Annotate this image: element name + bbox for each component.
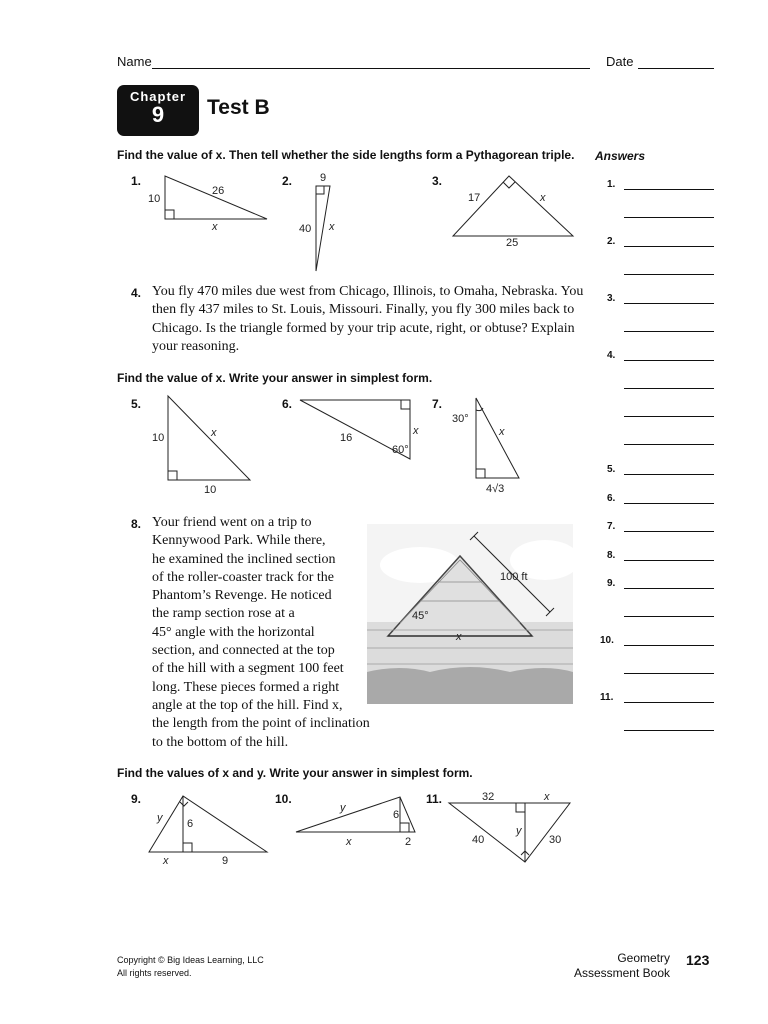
q10-label-x: x bbox=[346, 836, 352, 848]
q8-line: angle at the top of the hill. Find x, bbox=[152, 697, 343, 713]
answer-line[interactable] bbox=[624, 388, 714, 389]
answer-number: 6. bbox=[607, 493, 616, 504]
answer-line[interactable] bbox=[624, 474, 714, 475]
rights-text: All rights reserved. bbox=[117, 968, 192, 978]
answer-line[interactable] bbox=[624, 588, 714, 589]
q1-label-26: 26 bbox=[212, 185, 225, 197]
q1-number: 1. bbox=[131, 174, 142, 188]
q4-line: then fly 437 miles to St. Louis, Missouri. Finally, you fly 300 miles back to bbox=[152, 302, 575, 318]
q5-label-10b: 10 bbox=[204, 484, 217, 496]
answer-line[interactable] bbox=[624, 616, 714, 617]
q7-label-base: 4√3 bbox=[486, 483, 505, 495]
answer-number: 4. bbox=[607, 350, 616, 361]
answer-number: 1. bbox=[607, 179, 616, 190]
q10-number: 10. bbox=[275, 792, 292, 806]
q10-label-2: 2 bbox=[405, 836, 412, 848]
answer-number: 10. bbox=[600, 635, 614, 646]
q5-label-10: 10 bbox=[152, 432, 165, 444]
answer-line[interactable] bbox=[624, 303, 714, 304]
q7-triangle bbox=[476, 398, 519, 478]
q6-label-16: 16 bbox=[340, 432, 353, 444]
q8-line: he examined the inclined section bbox=[152, 551, 336, 567]
q6-label-x: x bbox=[413, 425, 419, 437]
answer-line[interactable] bbox=[624, 360, 714, 361]
q2-triangle bbox=[316, 186, 330, 271]
coaster-label-x: x bbox=[456, 631, 462, 643]
q3-label-25: 25 bbox=[506, 237, 519, 249]
answer-number: 2. bbox=[607, 236, 616, 247]
answer-line[interactable] bbox=[624, 531, 714, 532]
q11-label-x: x bbox=[544, 791, 550, 803]
q11-label-32: 32 bbox=[482, 791, 495, 803]
book-title: Geometry bbox=[617, 951, 670, 965]
footer-copyright bbox=[117, 954, 264, 980]
chapter-number: 9 bbox=[151, 102, 165, 127]
date-label: Date bbox=[606, 54, 634, 69]
answer-line[interactable] bbox=[624, 217, 714, 218]
q9-label-6: 6 bbox=[187, 818, 194, 830]
answer-line[interactable] bbox=[624, 645, 714, 646]
q11-label-30: 30 bbox=[549, 834, 562, 846]
q11-label-40: 40 bbox=[472, 834, 485, 846]
name-label: Name bbox=[117, 54, 152, 69]
answer-number: 3. bbox=[607, 293, 616, 304]
q11-number: 11. bbox=[426, 792, 443, 806]
q6-label-60: 60° bbox=[392, 444, 409, 456]
q9-label-x: x bbox=[163, 855, 169, 867]
q2-label-40: 40 bbox=[299, 223, 312, 235]
q7-number: 7. bbox=[432, 397, 443, 411]
q6-number: 6. bbox=[282, 397, 293, 411]
q11-triangle bbox=[449, 803, 570, 862]
q7-label-x: x bbox=[499, 426, 505, 438]
answer-line[interactable] bbox=[624, 274, 714, 275]
answer-line[interactable] bbox=[624, 246, 714, 247]
q4-line: Chicago. Is the triangle formed by your trip acute, right, or obtuse? Explain bbox=[152, 320, 575, 336]
answer-number: 5. bbox=[607, 464, 616, 475]
q2-label-x: x bbox=[329, 221, 335, 233]
answer-line[interactable] bbox=[624, 560, 714, 561]
q1-label-10: 10 bbox=[148, 193, 161, 205]
q5-triangle bbox=[168, 396, 250, 480]
q8-line: the ramp section rose at a bbox=[152, 606, 295, 622]
footer-book bbox=[560, 951, 670, 981]
q9-label-9: 9 bbox=[222, 855, 229, 867]
q3-label-x: x bbox=[540, 192, 546, 204]
q4-number: 4. bbox=[131, 286, 142, 300]
chapter-word: Chapter bbox=[129, 89, 187, 104]
section1-instruction: Find the value of x. Then tell whether the side lengths form a Pythagorean triple. bbox=[117, 148, 575, 162]
q4-line: You fly 470 miles due west from Chicago, Illinois, to Omaha, Nebraska. You bbox=[152, 284, 584, 299]
q10-label-6: 6 bbox=[393, 809, 400, 821]
answer-line[interactable] bbox=[624, 444, 714, 445]
q8-line: Phantom’s Revenge. He noticed bbox=[152, 588, 332, 604]
q8-line: long. These pieces formed a right bbox=[152, 679, 340, 695]
coaster-figure bbox=[367, 524, 580, 704]
q1-label-x: x bbox=[212, 221, 218, 233]
q4-text bbox=[152, 283, 592, 356]
q8-line: of the hill with a segment 100 feet bbox=[152, 661, 344, 677]
q9-label-y: y bbox=[157, 812, 163, 824]
q7-label-30: 30° bbox=[452, 413, 469, 425]
answer-line[interactable] bbox=[624, 702, 714, 703]
q2-label-9: 9 bbox=[320, 172, 327, 184]
q8-line: Kennywood Park. While there, bbox=[152, 533, 326, 549]
q3-number: 3. bbox=[432, 174, 443, 188]
answer-line[interactable] bbox=[624, 189, 714, 190]
q10-label-y: y bbox=[340, 802, 346, 814]
q8-line: to the bottom of the hill. bbox=[152, 734, 289, 750]
page-title: Test B bbox=[207, 96, 270, 119]
q2-number: 2. bbox=[282, 174, 293, 188]
book-subtitle: Assessment Book bbox=[573, 966, 670, 980]
copyright-text: Copyright © Big Ideas Learning, LLC bbox=[117, 955, 264, 965]
answer-line[interactable] bbox=[624, 331, 714, 332]
q8-line: Your friend went on a trip to bbox=[152, 515, 312, 530]
answer-line[interactable] bbox=[624, 673, 714, 674]
q8-text bbox=[152, 514, 372, 752]
answer-number: 11. bbox=[600, 692, 614, 703]
page-number: 123 bbox=[686, 952, 710, 968]
coaster-label-length: 100 ft bbox=[500, 571, 528, 583]
q3-label-17: 17 bbox=[468, 192, 481, 204]
q9-triangle bbox=[149, 796, 267, 852]
answer-number: 8. bbox=[607, 550, 616, 561]
q8-number: 8. bbox=[131, 517, 142, 531]
answer-number: 9. bbox=[607, 578, 616, 589]
q5-number: 5. bbox=[131, 397, 142, 411]
answer-number: 7. bbox=[607, 521, 616, 532]
q11-label-y: y bbox=[516, 825, 522, 837]
answer-line[interactable] bbox=[624, 503, 714, 504]
answers-heading: Answers bbox=[595, 149, 646, 163]
q5-label-x: x bbox=[211, 427, 217, 439]
q8-line: the length from the point of inclination bbox=[152, 716, 370, 732]
answer-line[interactable] bbox=[624, 730, 714, 731]
coaster-label-angle: 45° bbox=[412, 610, 429, 622]
q9-number: 9. bbox=[131, 792, 142, 806]
q1-triangle bbox=[165, 176, 267, 219]
section2-instruction: Find the value of x. Write your answer in simplest form. bbox=[117, 371, 433, 385]
answer-line[interactable] bbox=[624, 416, 714, 417]
section3-instruction: Find the values of x and y. Write your answer in simplest form. bbox=[117, 766, 473, 780]
q8-line: 45° angle with the horizontal bbox=[152, 624, 315, 640]
q3-triangle bbox=[453, 176, 573, 236]
q4-line: your reasoning. bbox=[152, 338, 240, 354]
q8-line: of the roller-coaster track for the bbox=[152, 569, 335, 585]
q8-line: section, and connected at the top bbox=[152, 643, 335, 659]
